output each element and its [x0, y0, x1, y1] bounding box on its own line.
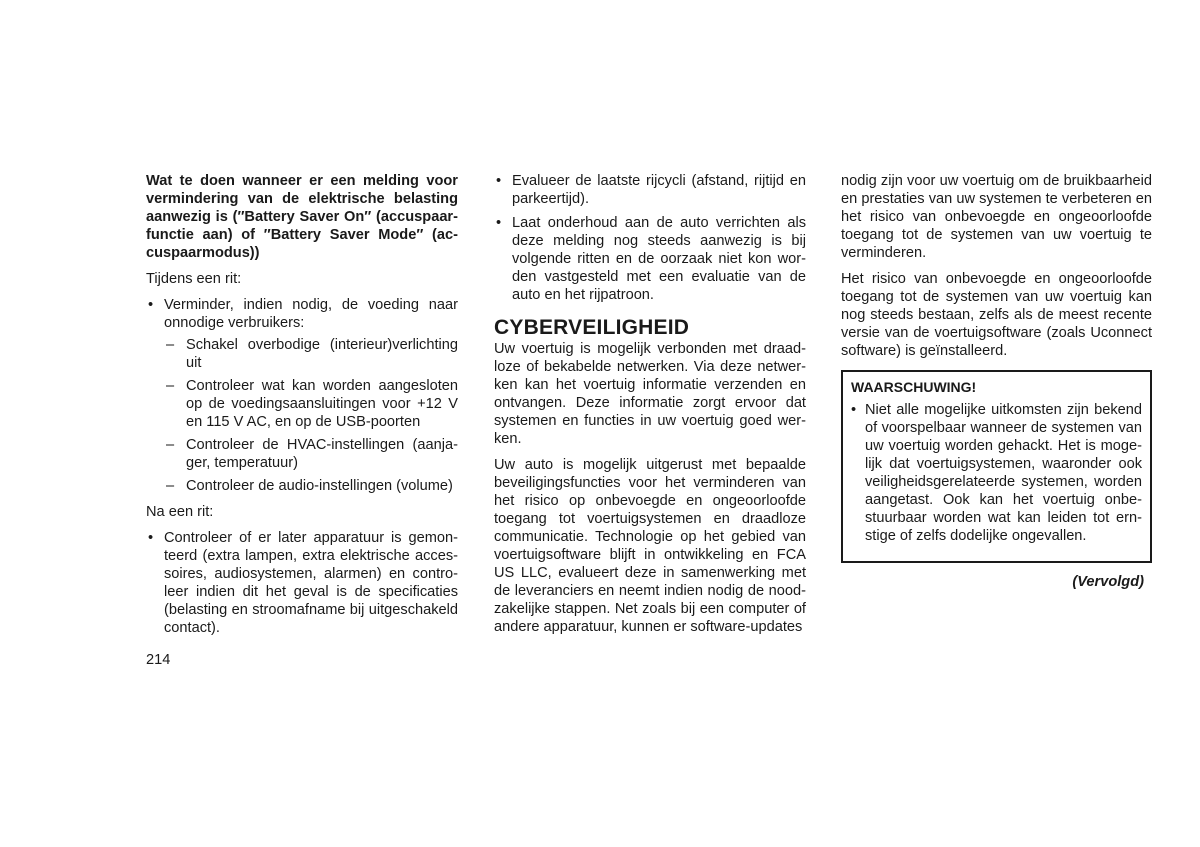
sub-list-item: – Controleer wat kan worden aangesloten op de voedingsaansluitingen voor +12 V en 115 V AC, en op de USB-poorten: [164, 377, 458, 431]
list-item: • Laat onderhoud aan de auto verrichten als deze melding nog steeds aanwezig is bij volgende ritten en de oorzaak niet kon worden vastgesteld met een evaluatie van de auto en het rijpatroon.: [494, 214, 806, 304]
list-item: • Evalueer de laatste rijcycli (afstand, rijtijd en parkeertijd).: [494, 172, 806, 208]
warning-list: [851, 401, 1142, 545]
after-trip-label: Na een rit:: [146, 504, 214, 520]
warning-title: WAARSCHUWING!: [851, 379, 977, 395]
column-left: [146, 172, 458, 645]
paragraph: Uw voertuig is mogelijk verbonden met draadloze of bekabelde netwerken. Via deze netwerken kan het voertuig informatie verzenden en ontvangen. Deze informatie zorgt ervoor dat systemen en functies in uw voertuig goed werken.: [494, 341, 806, 447]
sub-list-item: – Controleer de audio-instellingen (volume): [164, 477, 458, 495]
paragraph: Het risico van onbevoegde en ongeoorloofde toegang tot de systemen van uw voertuig kan nog steeds bestaan, zelfs als de meest recente versie van de voertuigsoftware (zoals Uconnect software) is geïnstalleerd.: [841, 271, 1152, 359]
during-trip-label: Tijdens een rit:: [146, 271, 242, 287]
column-middle: [494, 172, 806, 644]
sub-list-item: – Schakel overbodige (interieur)verlichting uit: [164, 336, 458, 372]
paragraph: Uw auto is mogelijk uitgerust met bepaalde beveiligingsfuncties voor het verminderen van het risico op onbevoegde en ongeoorloofde toegang tot voertuigsystemen en draadloze communicatie. Technologie op het gebied van voertuigsoftware blijft in ontwikkeling en FCA US LLC, evalueert deze in samenwerking met de leveranciers en neemt indien nodig de noodzakelijke stappen. Net zoals bij een computer of andere apparatuur, kunnen er software-updates: [494, 457, 806, 635]
sub-list-item: – Controleer de HVAC-instellingen (aanjager, temperatuur): [164, 436, 458, 472]
column-right: [841, 172, 1152, 591]
continued-label: (Vervolgd): [1072, 574, 1144, 590]
page-number: 214: [146, 652, 171, 668]
list-item-text: Verminder, indien nodig, de voeding naar onnodige verbruikers:: [164, 297, 458, 331]
during-trip-list: [146, 296, 458, 495]
list-item: • Controleer of er later apparatuur is gemonteerd (extra lampen, extra elektrische accessoires, audiosystemen, alarmen) en controleer indien dit het geval is de specificaties (belasting en stroomafname bij uitgeschakeld contact).: [146, 529, 458, 637]
list-item: • Niet alle mogelijke uitkomsten zijn bekend of voorspelbaar wanneer de systemen van uw voertuig worden gehackt. Het is mogelijk dat voertuigsystemen, waaronder ook veiligheidsgerelateerde systemen, worden aangetast. Ook kan het voertuig onbestuurbaar worden wat kan leiden tot ernstige of zelfs dodelijke ongevallen.: [851, 401, 1142, 545]
section-title-cybersecurity: CYBERVEILIGHEID: [494, 316, 690, 339]
paragraph: nodig zijn voor uw voertuig om de bruikbaarheid en prestaties van uw systemen te verbeteren en het risico van onbevoegde en ongeoorloofde toegang tot de systemen van uw voertuig te verminderen.: [841, 173, 1152, 261]
battery-saver-heading: Wat te doen wanneer er een melding voor vermindering van de elektrische belasting aanwezig is (″Battery Saver On″ (accuspaarfunctie aan) of ″Battery Saver Mode″ (accuspaarmodus)): [146, 173, 458, 261]
after-trip-list: [146, 529, 458, 637]
warning-box: [841, 370, 1152, 563]
sub-list: [164, 336, 458, 495]
evaluation-list: [494, 172, 806, 304]
list-item: [146, 296, 458, 495]
